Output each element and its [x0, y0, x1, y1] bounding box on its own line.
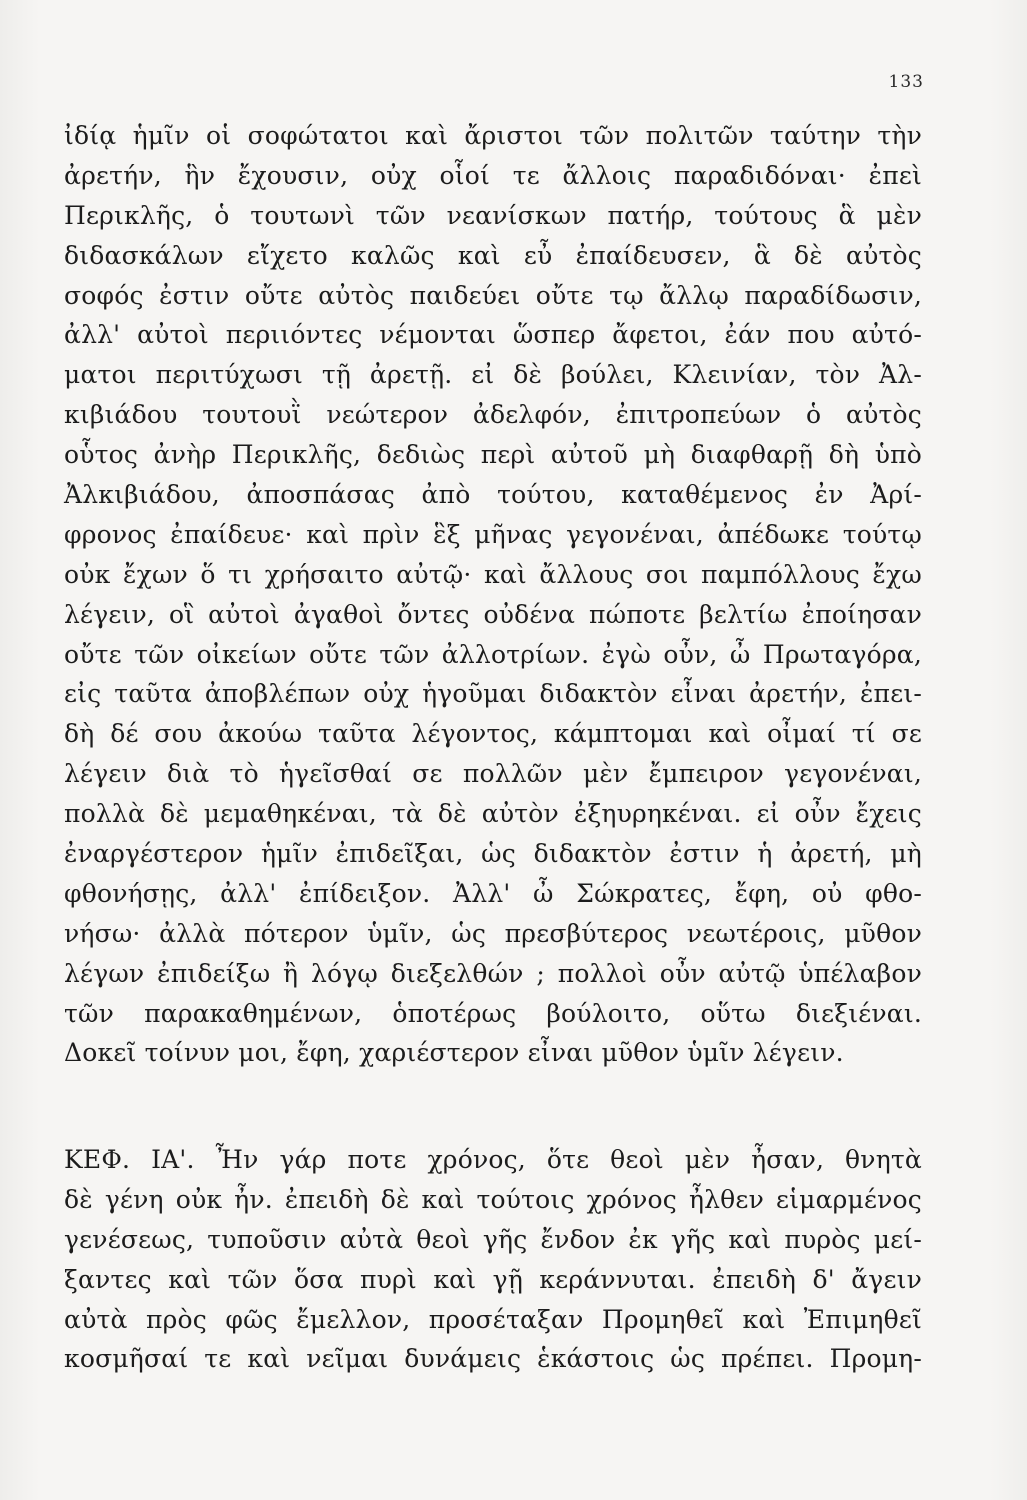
text-line: νήσω· ἀλλὰ πότερον ὑμῖν, ὡς πρεσβύτερος νεωτέροις, μῦθον — [64, 918, 922, 948]
chapter-heading-line: ΚΕΦ. ΙΑ'. Ἦν γάρ ποτε χρόνος, ὅτε θεοὶ μὲν ἦσαν, θνητὰ — [64, 1145, 922, 1174]
text-line: Περικλῆς, ὁ τουτωνὶ τῶν νεανίσκων πατήρ, τούτους ἃ μὲν — [64, 200, 922, 230]
text-line: λέγειν διὰ τὸ ἡγεῖσθαί σε πολλῶν μὲν ἔμπειρον γεγονέναι, — [64, 759, 922, 789]
text-line: πολλὰ δὲ μεμαθηκέναι, τὰ δὲ αὐτὸν ἐξηυρηκέναι. εἰ οὖν ἔχεις — [64, 799, 922, 829]
text-line: ματοι περιτύχωσι τῇ ἀρετῇ. εἰ δὲ βούλει, Κλεινίαν, τὸν Ἀλ- — [64, 360, 922, 390]
page-number: 133 — [888, 72, 924, 92]
text-line: κοσμῆσαί τε καὶ νεῖμαι δυνάμεις ἑκάστοις ὡς πρέπει. Προμη- — [64, 1344, 922, 1374]
text-line: ἐναργέστερον ἡμῖν ἐπιδεῖξαι, ὡς διδακτὸν ἐστιν ἡ ἀρετή, μὴ — [64, 839, 922, 869]
text-line: ἀλλ' αὐτοὶ περιιόντες νέμονται ὥσπερ ἄφετοι, ἐάν που αὐτό- — [64, 320, 922, 350]
paragraph-main-text — [64, 116, 922, 1073]
text-line: φρονος ἐπαίδευε· καὶ πρὶν ἓξ μῆνας γεγονέναι, ἀπέδωκε τούτῳ — [64, 519, 922, 549]
text-line: οὗτος ἀνὴρ Περικλῆς, δεδιὼς περὶ αὐτοῦ μὴ διαφθαρῇ δὴ ὑπὸ — [64, 440, 922, 470]
text-line: ἀρετήν, ἣν ἔχουσιν, οὐχ οἷοί τε ἄλλοις παραδιδόναι· ἐπεὶ — [64, 160, 922, 190]
text-line: σοφός ἐστιν οὔτε αὐτὸς παιδεύει οὔτε τῳ ἄλλῳ παραδίδωσιν, — [64, 280, 922, 310]
text-line: δὴ δέ σου ἀκούω ταῦτα λέγοντος, κάμπτομαι καὶ οἶμαί τί σε — [64, 719, 922, 749]
text-line: ξαντες καὶ τῶν ὅσα πυρὶ καὶ γῇ κεράννυται. ἐπειδὴ δ' ἄγειν — [64, 1264, 922, 1294]
text-line: ἰδίᾳ ἡμῖν οἱ σοφώτατοι καὶ ἄριστοι τῶν πολιτῶν ταύτην τὴν — [64, 121, 922, 150]
text-line: τῶν παρακαθημένων, ὁποτέρως βούλοιτο, οὕτω διεξιέναι. — [64, 998, 922, 1028]
text-line: φθονήσῃς, ἀλλ' ἐπίδειξον. Ἀλλ' ὦ Σώκρατες, ἔφη, οὐ φθο- — [64, 878, 922, 908]
text-line: λέγων ἐπιδείξω ἢ λόγῳ διεξελθών ; πολλοὶ οὖν αὐτῷ ὑπέλαβον — [64, 958, 922, 988]
chapter-11-text — [64, 1140, 922, 1379]
text-line: κιβιάδου τουτουῒ νεώτερον ἀδελφόν, ἐπιτροπεύων ὁ αὐτὸς — [64, 400, 922, 430]
text-line: Ἀλκιβιάδου, ἀποσπάσας ἀπὸ τούτου, καταθέμενος ἐν Ἀρί- — [64, 480, 922, 510]
text-line: λέγειν, οἳ αὐτοὶ ἀγαθοὶ ὄντες οὐδένα πώποτε βελτίω ἐποίησαν — [64, 599, 922, 629]
text-line: εἰς ταῦτα ἀποβλέπων οὐχ ἡγοῦμαι διδακτὸν εἶναι ἀρετήν, ἐπει- — [64, 679, 922, 709]
text-line: διδασκάλων εἴχετο καλῶς καὶ εὖ ἐπαίδευσεν, ἃ δὲ αὐτὸς — [64, 240, 922, 270]
text-line: οὐκ ἔχων ὅ τι χρήσαιτο αὐτῷ· καὶ ἄλλους σοι παμπόλλους ἔχω — [64, 559, 922, 589]
text-line: γενέσεως, τυποῦσιν αὐτὰ θεοὶ γῆς ἔνδον ἐκ γῆς καὶ πυρὸς μεί- — [64, 1224, 922, 1254]
text-line: αὐτὰ πρὸς φῶς ἔμελλον, προσέταξαν Προμηθεῖ καὶ Ἐπιμηθεῖ — [64, 1304, 922, 1334]
text-line: Δοκεῖ τοίνυν μοι, ἔφη, χαριέστερον εἶναι μῦθον ὑμῖν λέγειν. — [64, 1038, 844, 1068]
text-line: οὔτε τῶν οἰκείων οὔτε τῶν ἀλλοτρίων. ἐγὼ οὖν, ὦ Πρωταγόρα, — [64, 639, 922, 669]
text-line: δὲ γένη οὐκ ἦν. ἐπειδὴ δὲ καὶ τούτοις χρόνος ἦλθεν εἱμαρμένος — [64, 1184, 922, 1214]
